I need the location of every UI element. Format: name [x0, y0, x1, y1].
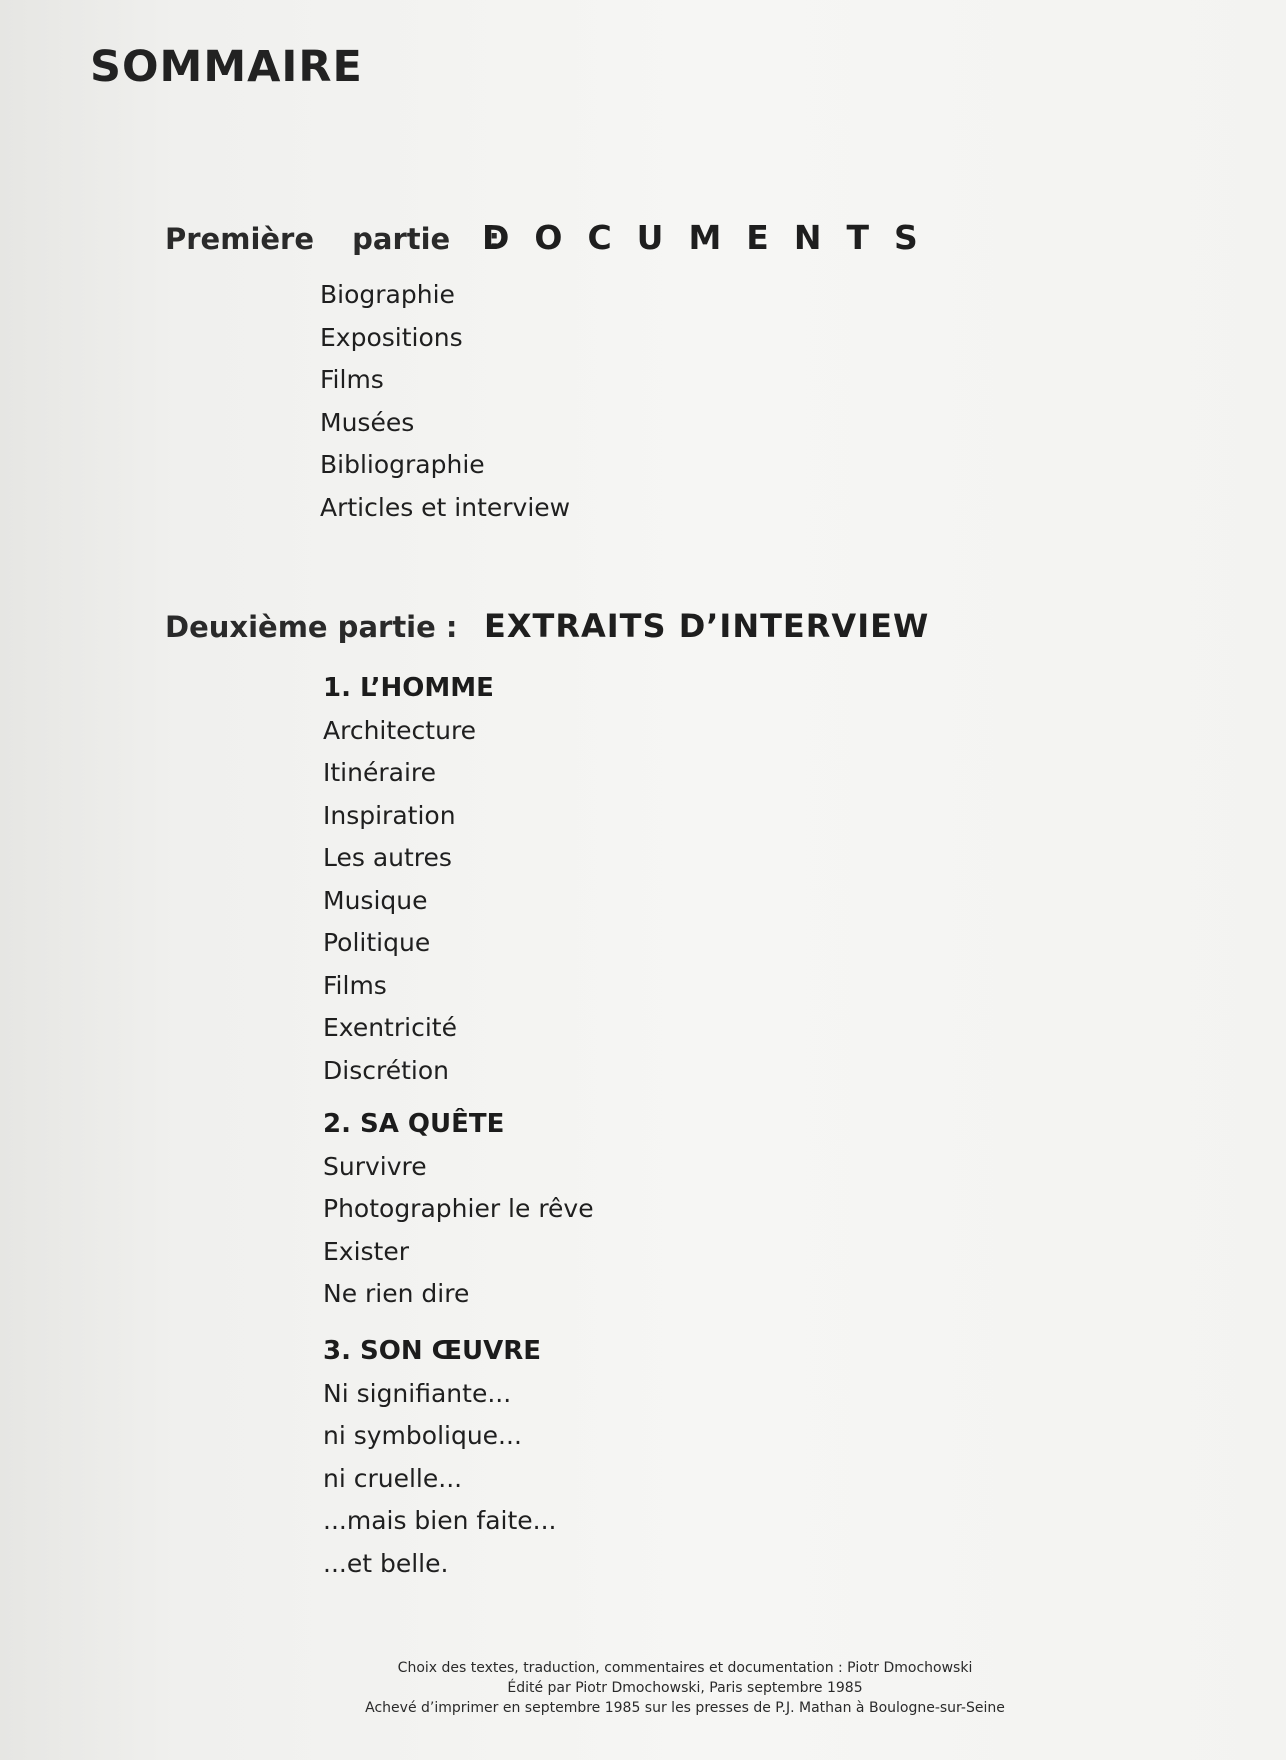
list-item: Films: [320, 365, 384, 394]
section-item-list: [323, 710, 494, 1093]
part1-item-list: [320, 274, 570, 529]
list-item: Articles et interview: [320, 492, 571, 522]
colophon-line: Édité par Piotr Dmochowski, Paris septembre 1985: [507, 1680, 863, 1696]
list-item: Ne rien dire: [323, 1279, 470, 1308]
section-item-list: [323, 1146, 594, 1316]
list-item: Musées: [320, 407, 415, 437]
list-item: Politique: [323, 928, 431, 957]
section-sa-quete: [323, 1103, 594, 1316]
list-item: Les autres: [323, 843, 452, 872]
part1-label: Première partie :: [165, 222, 500, 256]
list-item: ni cruelle...: [323, 1463, 463, 1493]
section-heading: 2. SA QUÊTE: [323, 1109, 505, 1139]
part1-name: DOCUMENTS: [482, 218, 943, 257]
colophon-line: Choix des textes, traduction, commentaires et documentation : Piotr Dmochowski: [397, 1660, 973, 1676]
list-item: Exister: [323, 1236, 410, 1266]
list-item: Itinéraire: [323, 758, 437, 787]
list-item: ni symbolique...: [323, 1421, 522, 1450]
part2-label: Deuxième partie :: [165, 610, 458, 644]
list-item: Survivre: [323, 1151, 427, 1181]
list-item: Architecture: [323, 715, 477, 745]
list-item: Biographie: [320, 280, 455, 309]
list-item: Exentricité: [323, 1013, 457, 1042]
list-item: Musique: [323, 885, 428, 915]
colophon: [330, 1658, 1040, 1718]
page-title: SOMMAIRE: [90, 42, 363, 92]
list-item: ...et belle.: [323, 1548, 449, 1578]
section-heading: 1. L’HOMME: [323, 673, 494, 703]
list-item: Expositions: [320, 322, 463, 352]
colophon-line: Achevé d’imprimer en septembre 1985 sur les presses de P.J. Mathan à Boulogne-sur-Seine: [365, 1700, 1005, 1716]
list-item: Discrétion: [323, 1055, 449, 1085]
section-heading: 3. SON ŒUVRE: [323, 1336, 542, 1366]
list-item: Photographier le rêve: [323, 1194, 594, 1223]
list-item: ...mais bien faite...: [323, 1506, 557, 1535]
list-item: Inspiration: [323, 800, 456, 830]
section-l-homme: [323, 667, 494, 1092]
part2-heading: [165, 607, 929, 645]
list-item: Ni signifiante...: [323, 1378, 512, 1408]
section-item-list: [323, 1373, 557, 1586]
section-son-oeuvre: [323, 1330, 557, 1585]
part1-heading: [165, 218, 943, 257]
list-item: Bibliographie: [320, 450, 485, 479]
part2-name: EXTRAITS D’INTERVIEW: [484, 607, 930, 645]
list-item: Films: [323, 970, 387, 1000]
